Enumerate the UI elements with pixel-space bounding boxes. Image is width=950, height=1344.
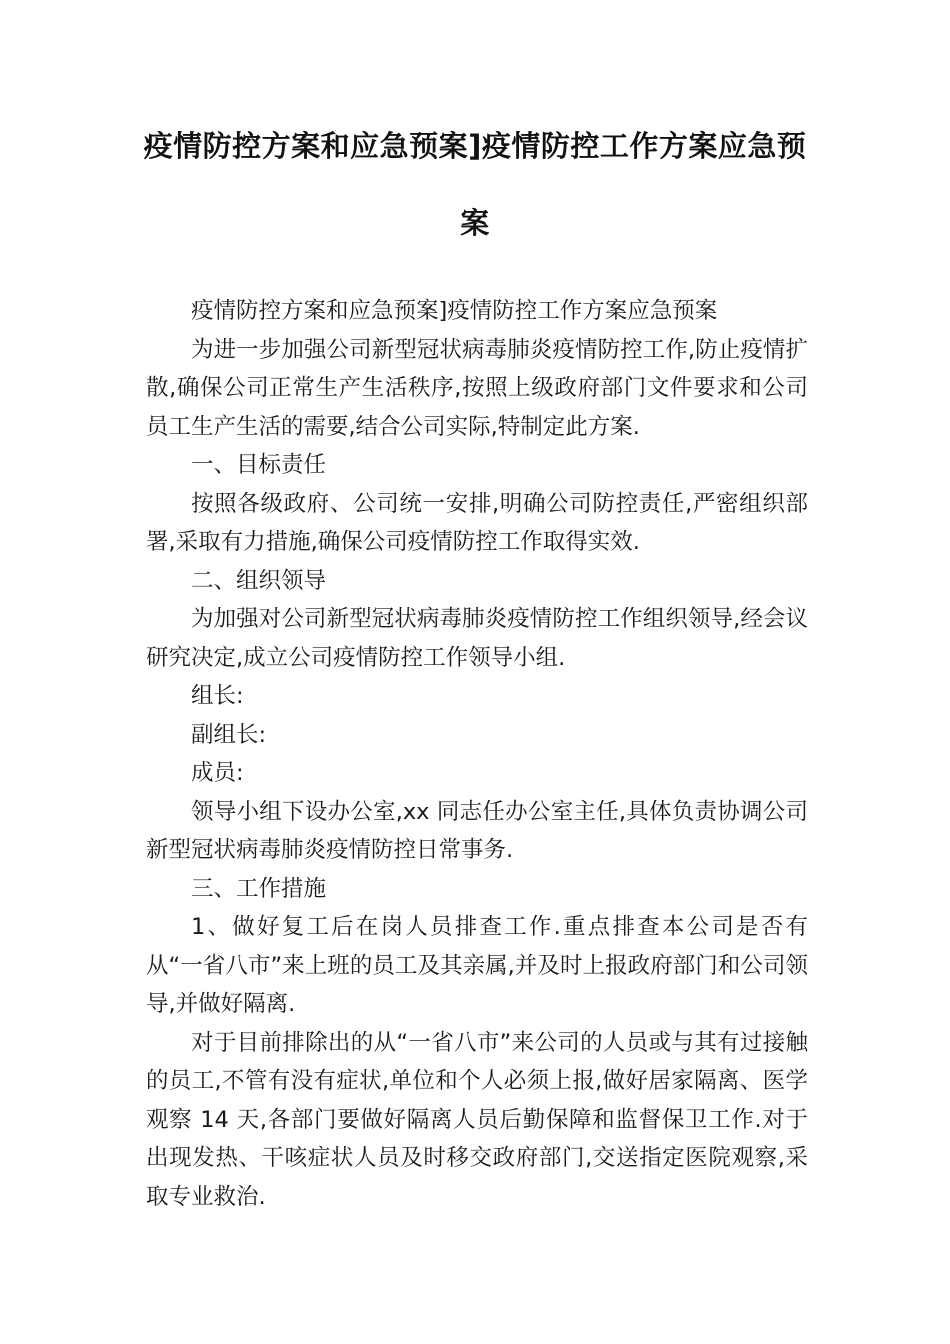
paragraph-introduction: 为进一步加强公司新型冠状病毒肺炎疫情防控工作,防止疫情扩散,确保公司正常生产生活秩序,按照上级政府部门文件要求和公司员工生产生活的需要,结合公司实际,特制定此方案. [146, 336, 808, 440]
section-heading-organization: 二、组织领导 [191, 567, 327, 594]
paragraph-goals: 按照各级政府、公司统一安排,明确公司防控责任,严密组织部署,采取有力措施,确保公司疫情防控工作取得实效. [146, 490, 808, 555]
field-deputy-leader: 副组长: [191, 721, 267, 748]
paragraph-measure-1: 1、做好复工后在岗人员排查工作.重点排查本公司是否有从“一省八市”来上班的员工及其亲属,并及时上报政府部门和公司领导,并做好隔离. [146, 914, 808, 1017]
section-heading-measures: 三、工作措施 [191, 875, 327, 902]
document-title-line-1: 疫情防控方案和应急预案]疫情防控工作方案应急预 [143, 129, 807, 163]
field-members: 成员: [191, 760, 244, 786]
field-leader: 组长: [191, 683, 244, 709]
document-title-line-2: 案 [460, 206, 490, 240]
paragraph-office: 领导小组下设办公室,xx 同志任办公室主任,具体负责协调公司新型冠状病毒肺炎疫情防控日常事务. [146, 798, 808, 863]
paragraph-measure-1-detail: 对于目前排除出的从“一省八市”来公司的人员或与其有过接触的员工,不管有没有症状,单位和个人必须上报,做好居家隔离、医学观察 14 天,各部门要做好隔离人员后勤保障和监督保卫工作.对于出现发热、干咳症状人员及时移交政府部门,交送指定医院观察,采取专业救治. [146, 1029, 808, 1210]
paragraph-organization: 为加强对公司新型冠状病毒肺炎疫情防控工作组织领导,经会议研究决定,成立公司疫情防控工作领导小组. [146, 606, 808, 671]
section-heading-goals: 一、目标责任 [191, 452, 327, 478]
document-body [146, 292, 808, 1216]
paragraph-subtitle: 疫情防控方案和应急预案]疫情防控工作方案应急预案 [191, 298, 718, 324]
